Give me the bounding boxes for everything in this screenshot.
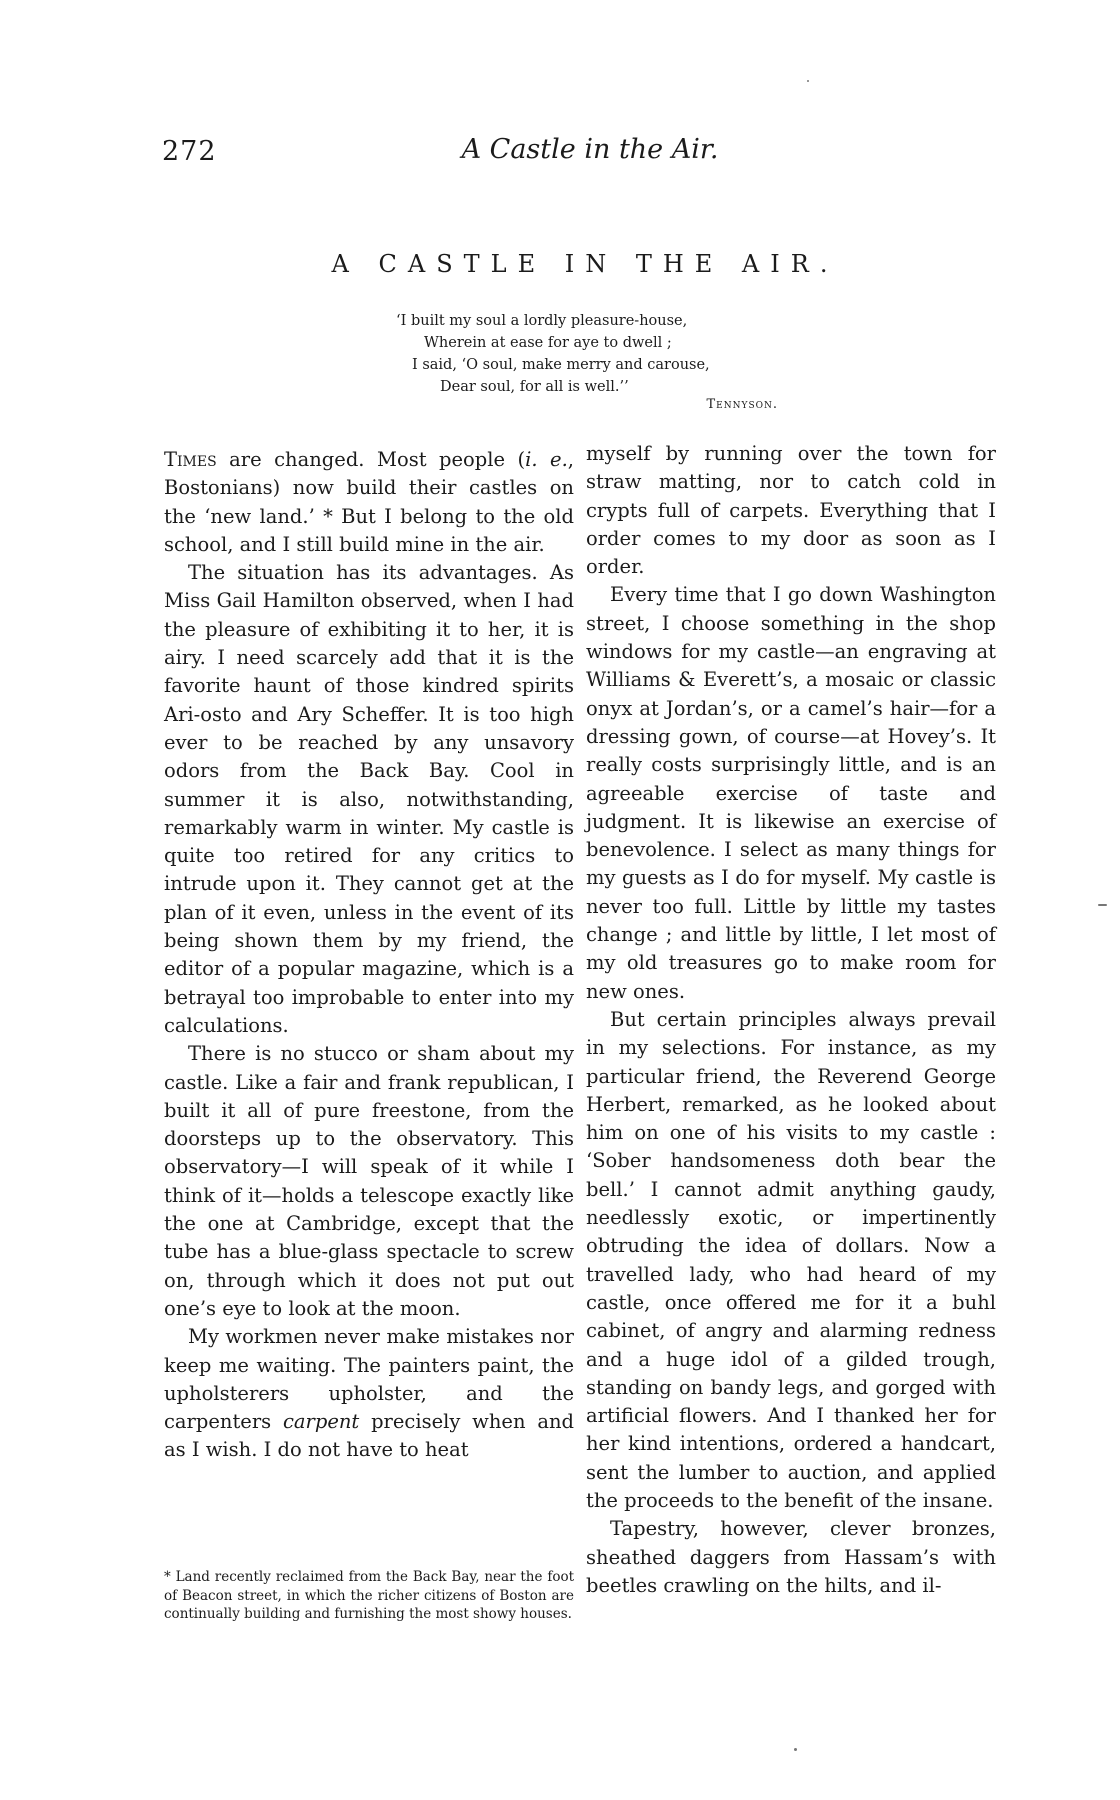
paragraph: myself by running over the town for straw matting, nor to catch cold in crypts full of carpets. Everything that I order comes to my door as soon as I order. <box>586 442 996 579</box>
paragraph: The situation has its advantages. As Miss Gail Hamilton observed, when I had the pleasure of exhibiting it to her, it is airy. I need scarcely add that it is the favorite haunt of those kindred spirits Ari-osto and Ary Scheffer. It is too high ever to be reached by any unsavory odors from the Back Bay. Cool in summer it is also, notwithstanding, remarkably warm in winter. My castle is quite too retired for any critics to intrude upon it. They cannot get at the plan of it even, unless in the event of its being shown them by my friend, the editor of a popular magazine, which is a betrayal too improbable to enter into my calculations. <box>164 561 574 1037</box>
right-column <box>586 440 996 1600</box>
italic-text: carpent <box>282 1410 360 1434</box>
page-number: 272 <box>162 136 217 167</box>
epigraph-line: ‘I built my soul a lordly pleasure-house, <box>396 313 688 329</box>
paragraph: Every time that I go down Washington street, I choose something in the shop windows for my castle—an engraving at Williams & Everett’s, a mosaic or classic onyx at Jordan’s, or a camel’s hair—for a dressing gown, of course—at Hovey’s. It really costs surprisingly little, and is an agreeable exercise of taste and judgment. It is likewise an exercise of benevolence. I select as many things for my guests as I do for myself. My castle is never too full. Little by little my tastes change ; and little by little, I let most of my old treasures go to make room for new ones. <box>586 583 996 1003</box>
article-title: A CASTLE IN THE AIR. <box>331 250 839 278</box>
paragraph: Tapestry, however, clever bronzes, sheathed daggers from Hassam’s with beetles crawling on the hilts, and il- <box>586 1517 996 1597</box>
epigraph-line: I said, ‘O soul, make merry and carouse, <box>412 357 710 373</box>
running-title: A Castle in the Air. <box>461 134 719 165</box>
drop-word: Times <box>164 448 217 471</box>
scan-speck <box>794 1748 797 1751</box>
paragraph-text: are changed. Most people ( <box>216 448 526 471</box>
scan-speck <box>1098 904 1107 906</box>
left-column <box>164 446 574 1465</box>
paragraph-text: My workmen never make mistakes nor keep me waiting. The painters paint, the upholsterers upholster, and the carpenters <box>164 1325 574 1434</box>
paragraph <box>164 1323 574 1464</box>
footnote: * Land recently reclaimed from the Back Bay, near the foot of Beacon street, in which the richer citizens of Boston are continually building and furnishing the most showy houses. <box>164 1569 574 1622</box>
paragraph: There is no stucco or sham about my castle. Like a fair and frank republican, I built it all of pure freestone, from the doorsteps up to the observatory. This observatory—I will speak of it while I think of it—holds a telescope exactly like the one at Cambridge, except that the tube has a blue-glass spectacle to screw on, through which it does not put out one’s eye to look at the moon. <box>164 1042 574 1320</box>
epigraph <box>396 310 796 416</box>
paragraph-text: , Bostonians) now build their castles on the ‘new land.’ * But I belong to the old school, and I still build mine in the air. <box>164 448 574 556</box>
epigraph-line: Dear soul, for all is well.’’ <box>440 379 629 395</box>
epigraph-attribution: Tennyson. <box>706 397 778 412</box>
epigraph-line: Wherein at ease for aye to dwell ; <box>424 335 672 351</box>
paragraph: But certain principles always prevail in my selections. For instance, as my particular friend, the Reverend George Herbert, remarked, as he looked about him on one of his visits to my castle : ‘Sober handsomeness doth bear the bell.’ I cannot admit anything gaudy, needlessly exotic, or impertinently obtruding the idea of dollars. Now a travelled lady, who had heard of my castle, once offered me for it a buhl cabinet, of angry and alarming redness and a huge idol of a gilded trough, standing on bandy legs, and gorged with artificial flowers. And I thanked her for her kind intentions, ordered a handcart, sent the lumber to auction, and applied the proceeds to the benefit of the insane. <box>586 1007 996 1512</box>
paragraph <box>164 446 574 559</box>
italic-text: i. e. <box>525 448 568 471</box>
paragraph-text: precisely when and as I wish. I do not have to heat <box>164 1410 574 1462</box>
scan-speck <box>807 80 809 82</box>
